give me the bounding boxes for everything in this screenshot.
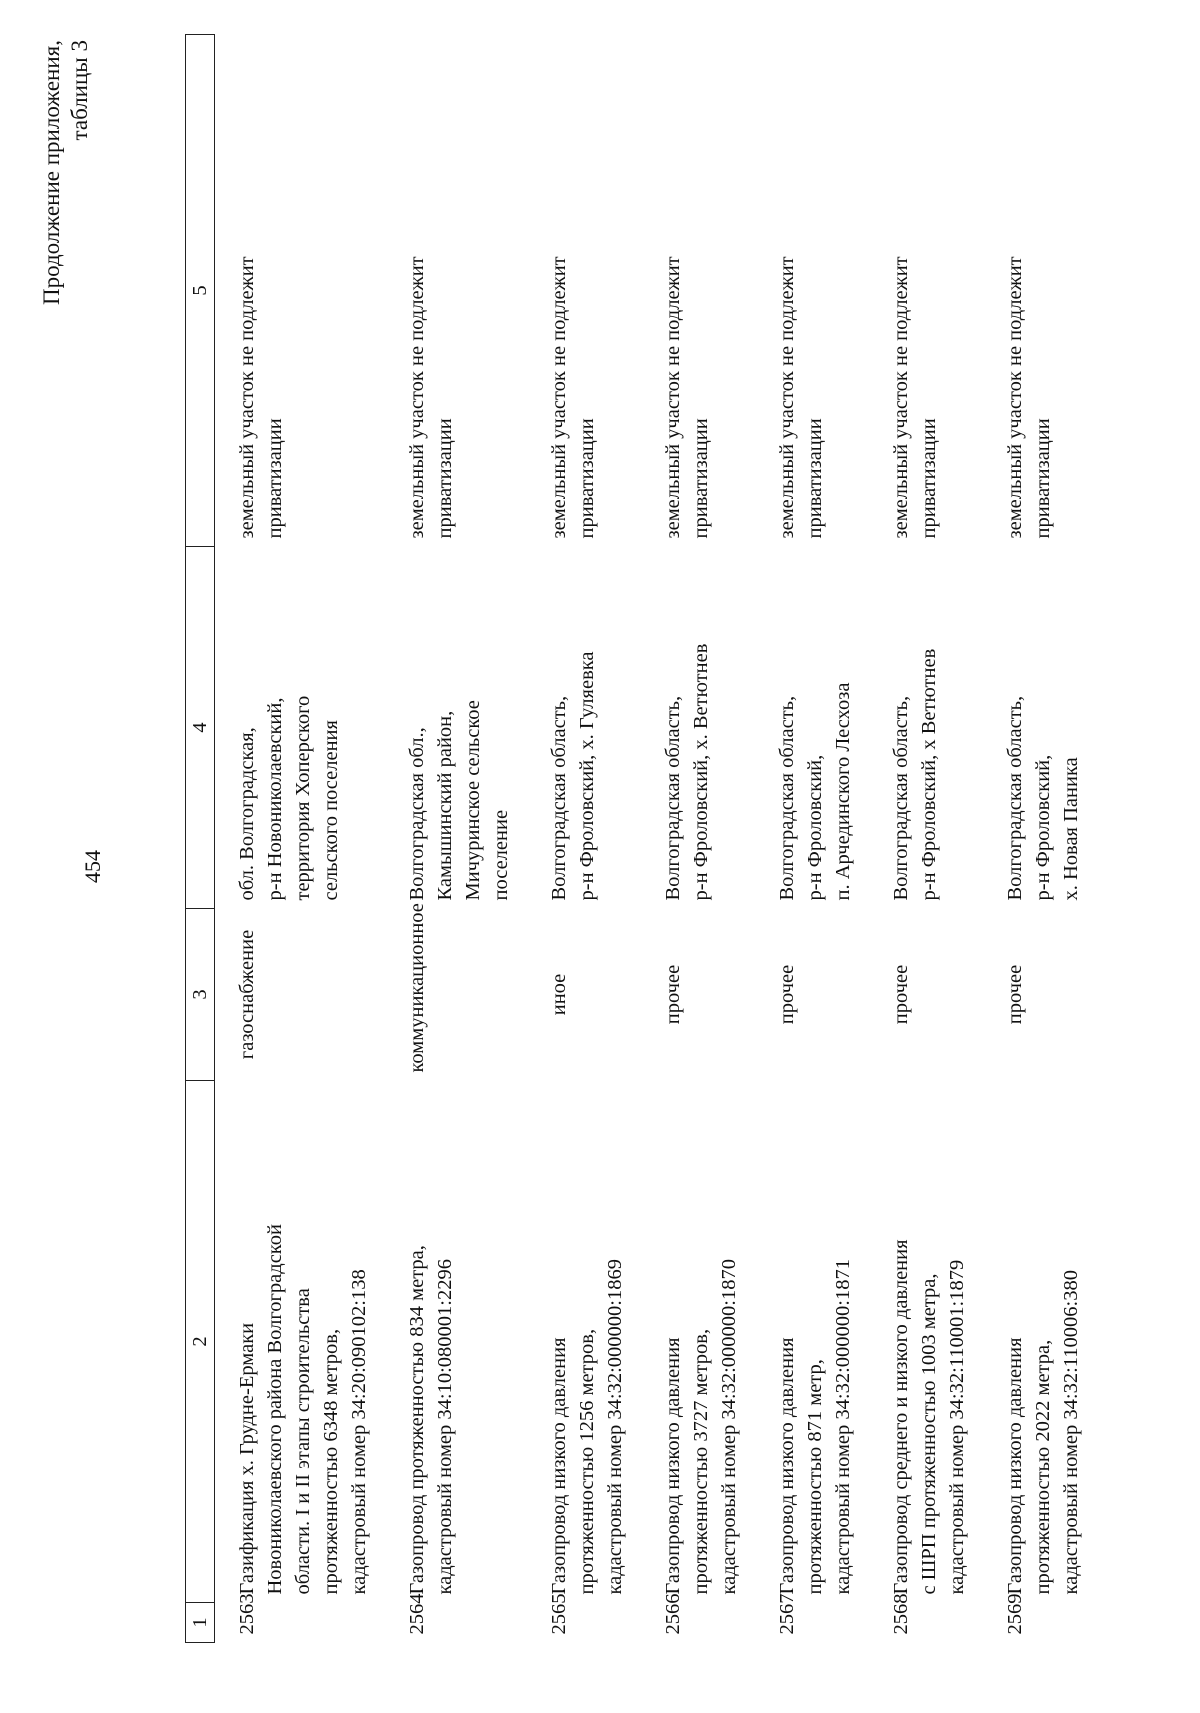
- row-number: 2567.: [776, 1588, 798, 1635]
- header-row: [186, 35, 215, 1643]
- object-address: обл. Волгоградская, р-н Новониколаевский, территория Хоперского сельского поселения: [236, 695, 342, 901]
- object-purpose: коммуникационное: [406, 903, 428, 1073]
- column-header-1: 1: [186, 1603, 215, 1643]
- row-number: 2563.: [236, 1588, 258, 1635]
- row-number: 2564.: [406, 1588, 428, 1635]
- table-row: [215, 35, 386, 1643]
- row-number: 2568.: [890, 1588, 912, 1635]
- object-note: земельный участок не подлежит приватизации: [662, 256, 712, 539]
- continuation-line-2: таблицы 3: [67, 40, 92, 141]
- table-row: [641, 35, 755, 1643]
- object-name: Газификация х. Грудне-Ермаки Новониколаевского района Волгоградской области. I и II этапы строительства протяженностью 6348 метров, кадастровый номер 34:20:090102:138: [236, 1224, 370, 1595]
- column-header-5: 5: [186, 35, 215, 547]
- object-purpose: прочее: [890, 964, 912, 1025]
- row-number: 2569.: [1004, 1588, 1026, 1635]
- continuation-note: [38, 40, 94, 305]
- object-address: Волгоградская область, р-н Фроловский, х. Ветютнев: [662, 643, 712, 901]
- object-address: Волгоградская область, р-н Фроловский, х. Новая Паника: [1004, 695, 1082, 901]
- table-row: [755, 35, 869, 1643]
- column-header-3: 3: [186, 909, 215, 1081]
- object-note: земельный участок не подлежит приватизации: [890, 256, 940, 539]
- table-row: [385, 35, 527, 1643]
- table-row: [983, 35, 1097, 1643]
- object-note: земельный участок не подлежит приватизации: [1004, 256, 1054, 539]
- table-row: [527, 35, 641, 1643]
- object-purpose: иное: [548, 973, 570, 1016]
- registry-table: [185, 34, 1097, 1643]
- page-number: 454: [80, 850, 105, 883]
- object-address: Волгоградская обл., Камышинский район, Мичуринское сельское поселение: [406, 700, 512, 901]
- object-address: Волгоградская область, р-н Фроловский, х Ветютнев: [890, 648, 940, 901]
- object-note: земельный участок не подлежит приватизации: [236, 256, 286, 539]
- object-name: Газопровод низкого давления протяженностью 3727 метров, кадастровый номер 34:32:000000:1870: [662, 1259, 740, 1595]
- object-address: Волгоградская область, р-н Фроловский, п. Арчединского Лесхоза: [776, 682, 854, 901]
- object-purpose: прочее: [1004, 964, 1026, 1025]
- column-header-2: 2: [186, 1081, 215, 1603]
- object-name: Газопровод протяженностью 834 метра, кадастровый номер 34:10:080001:2296: [406, 1245, 456, 1595]
- object-note: земельный участок не подлежит приватизации: [548, 256, 598, 539]
- object-address: Волгоградская область, р-н Фроловский, х. Гуляевка: [548, 651, 598, 901]
- object-purpose: прочее: [776, 964, 798, 1025]
- object-name: Газопровод низкого давления протяженностью 2022 метра, кадастровый номер 34:32:110006:380: [1004, 1270, 1082, 1595]
- object-note: земельный участок не подлежит приватизации: [406, 256, 456, 539]
- row-number: 2565.: [548, 1588, 570, 1635]
- object-note: земельный участок не подлежит приватизации: [776, 256, 826, 539]
- continuation-line-1: Продолжение приложения,: [39, 40, 64, 305]
- object-name: Газопровод низкого давления протяженностью 1256 метров, кадастровый номер 34:32:000000:1869: [548, 1259, 626, 1595]
- table-row: [869, 35, 983, 1643]
- object-purpose: газоснабжение: [236, 929, 258, 1060]
- row-number: 2566.: [662, 1588, 684, 1635]
- object-purpose: прочее: [662, 964, 684, 1025]
- object-name: Газопровод среднего и низкого давления с ШРП протяженностью 1003 метра, кадастровый номер 34:32:110001:1879: [890, 1239, 968, 1595]
- object-name: Газопровод низкого давления протяженностью 871 метр, кадастровый номер 34:32:000000:1871: [776, 1259, 854, 1595]
- column-header-4: 4: [186, 547, 215, 909]
